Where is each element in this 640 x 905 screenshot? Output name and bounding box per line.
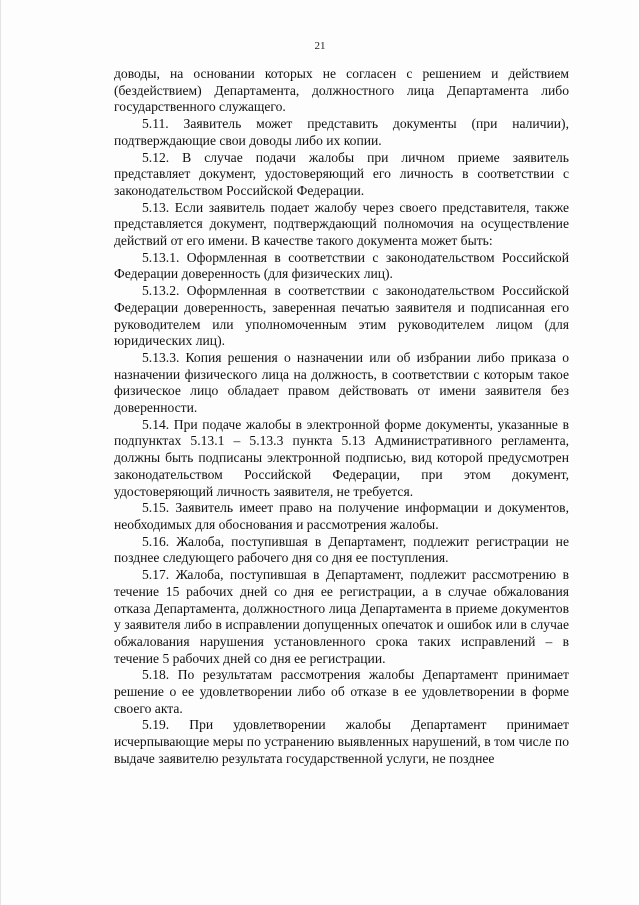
paragraph-5-13: 5.13. Если заявитель подает жалобу через своего представителя, также представляется документ, подтверждающий полномочия на осуществление действий от его имени. В качестве такого документа может быть: [114,199,569,249]
paragraph-continuation: доводы, на основании которых не согласен с решением и действием (бездействием) Департамента, должностного лица Департамента либо государственного служащего. [114,66,569,115]
paragraph-5-19: 5.19. При удовлетворении жалобы Департамент принимает исчерпывающие меры по устранению выявленных нарушений, в том числе по выдаче заявителю результата государственной услуги, не позднее [114,717,569,766]
paragraph-5-16: 5.16. Жалоба, поступившая в Департамент, подлежит регистрации не позднее следующего рабочего дня со дня ее поступления. [114,533,569,566]
paragraph-5-17: 5.17. Жалоба, поступившая в Департамент, подлежит рассмотрению в течение 15 рабочих дней со дня ее регистрации, а в случае обжалования отказа Департамента, должностного лица Департамента в приеме документов у заявителя либо в исправлении допущенных опечаток и ошибок или в случае обжалования нарушения установленного срока таких исправлений – в течение 5 рабочих дней со дня ее регистрации. [114,567,569,666]
page-number: 21 [314,40,326,52]
document-body [114,66,569,768]
paragraph-5-11: 5.11. Заявитель может представить документы (при наличии), подтверждающие свои доводы либо их копии. [114,116,569,148]
paragraph-5-13-3: 5.13.3. Копия решения о назначении или об избрании либо приказа о назначении физического лица на должность, в соответствии с которым такое физическое лицо обладает правом действовать от имени заявителя без доверенности. [114,349,569,416]
paragraph-5-13-2: 5.13.2. Оформленная в соответствии с законодательством Российской Федерации доверенность, заверенная печатью заявителя и подписанная его руководителем или уполномоченным этим руководителем лицом (для юридических лиц). [114,283,569,349]
paragraph-5-14: 5.14. При подаче жалобы в электронной форме документы, указанные в подпунктах 5.13.1 – 5.13.3 пункта 5.13 Административного регламента, должны быть подписаны электронной подписью, вид которой предусмотрен законодательством Российской Федерации, при этом документ, удостоверяющий личность заявителя, не требуется. [114,416,569,499]
paragraph-5-18: 5.18. По результатам рассмотрения жалобы Департамент принимает решение о ее удовлетворении либо об отказе в ее удовлетворении в форме своего акта. [114,667,569,716]
paragraph-5-12: 5.12. В случае подачи жалобы при личном приеме заявитель представляет документ, удостоверяющий его личность в соответствии с законодательством Российской Федерации. [114,149,569,198]
paragraph-5-13-1: 5.13.1. Оформленная в соответствии с законодательством Российской Федерации доверенность (для физических лиц). [114,249,569,282]
paragraph-5-15: 5.15. Заявитель имеет право на получение информации и документов, необходимых для обоснования и рассмотрения жалобы. [114,500,569,532]
